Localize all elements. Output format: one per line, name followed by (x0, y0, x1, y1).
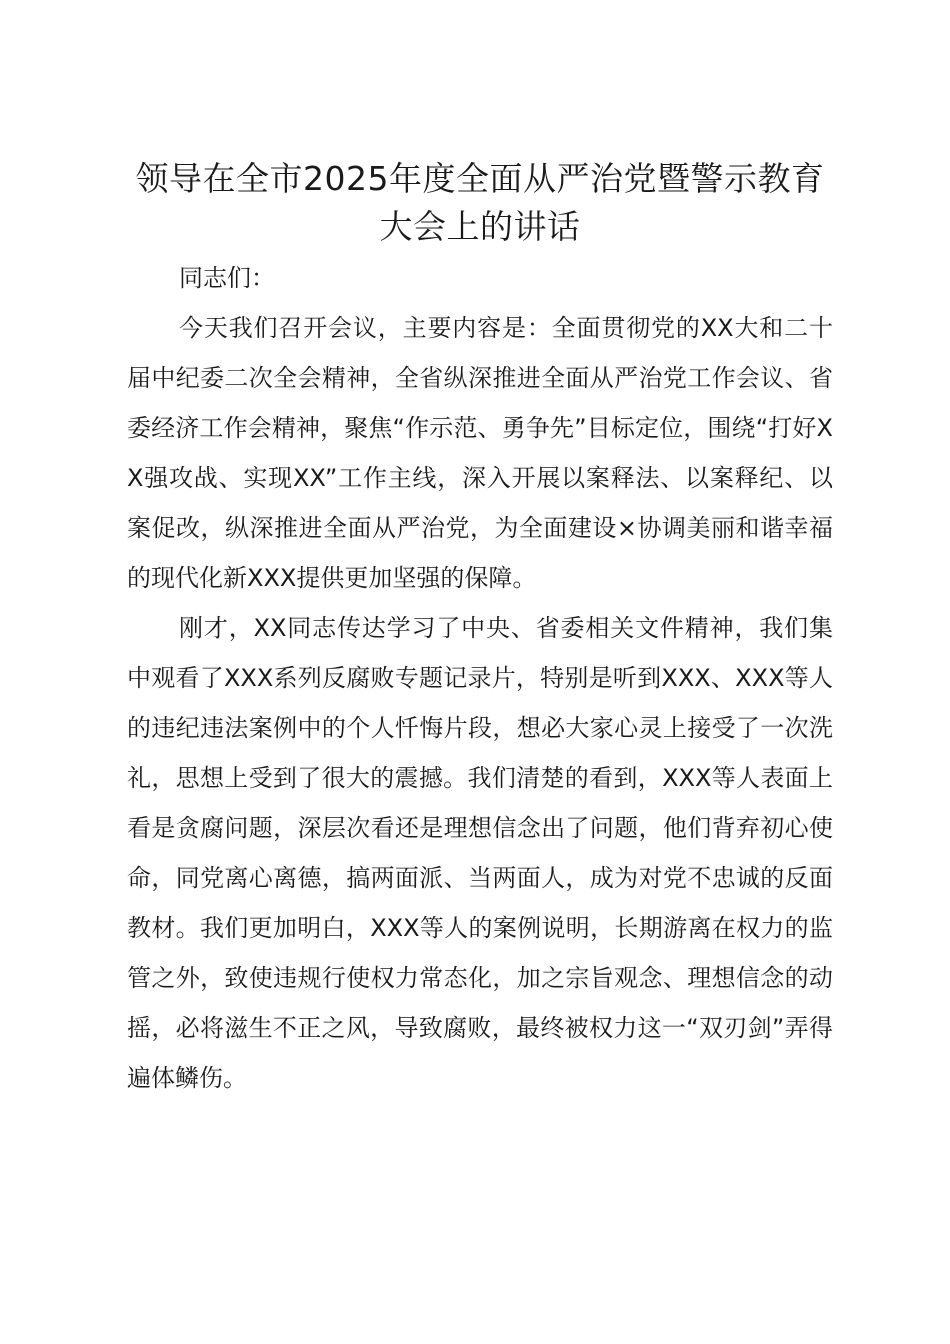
paragraph-1: 今天我们召开会议，主要内容是：全面贯彻党的XX大和二十届中纪委二次全会精神，全省纵深推进全面从严治党工作会议、省委经济工作会精神，聚焦“作示范、勇争先”目标定位，围绕“打好XX强攻战、实现XX”工作主线，深入开展以案释法、以案释纪、以案促改，纵深推进全面从严治党，为全面建设×协调美丽和谐幸福的现代化新XXX提供更加坚强的保障。 (127, 314, 833, 592)
document-title: 领导在全市2025年度全面从严治党暨警示教育大会上的讲话 (135, 159, 825, 246)
salutation: 同志们： (179, 264, 275, 292)
document-page (127, 155, 833, 1103)
paragraph-2: 刚才，XX同志传达学习了中央、省委相关文件精神，我们集中观看了XXX系列反腐败专题记录片，特别是听到XXX、XXX等人的违纪违法案例中的个人忏悔片段，想必大家心灵上接受了一次洗礼，思想上受到了很大的震撼。我们清楚的看到，XXX等人表面上看是贪腐问题，深层次看还是理想信念出了问题，他们背弃初心使命，同党离心离德，搞两面派、当两面人，成为对党不忠诚的反面教材。我们更加明白，XXX等人的案例说明，长期游离在权力的监管之外，致使违规行使权力常态化，加之宗旨观念、理想信念的动摇，必将滋生不正之风，导致腐败，最终被权力这一“双刃剑”弄得遍体鳞伤。 (127, 614, 833, 1092)
